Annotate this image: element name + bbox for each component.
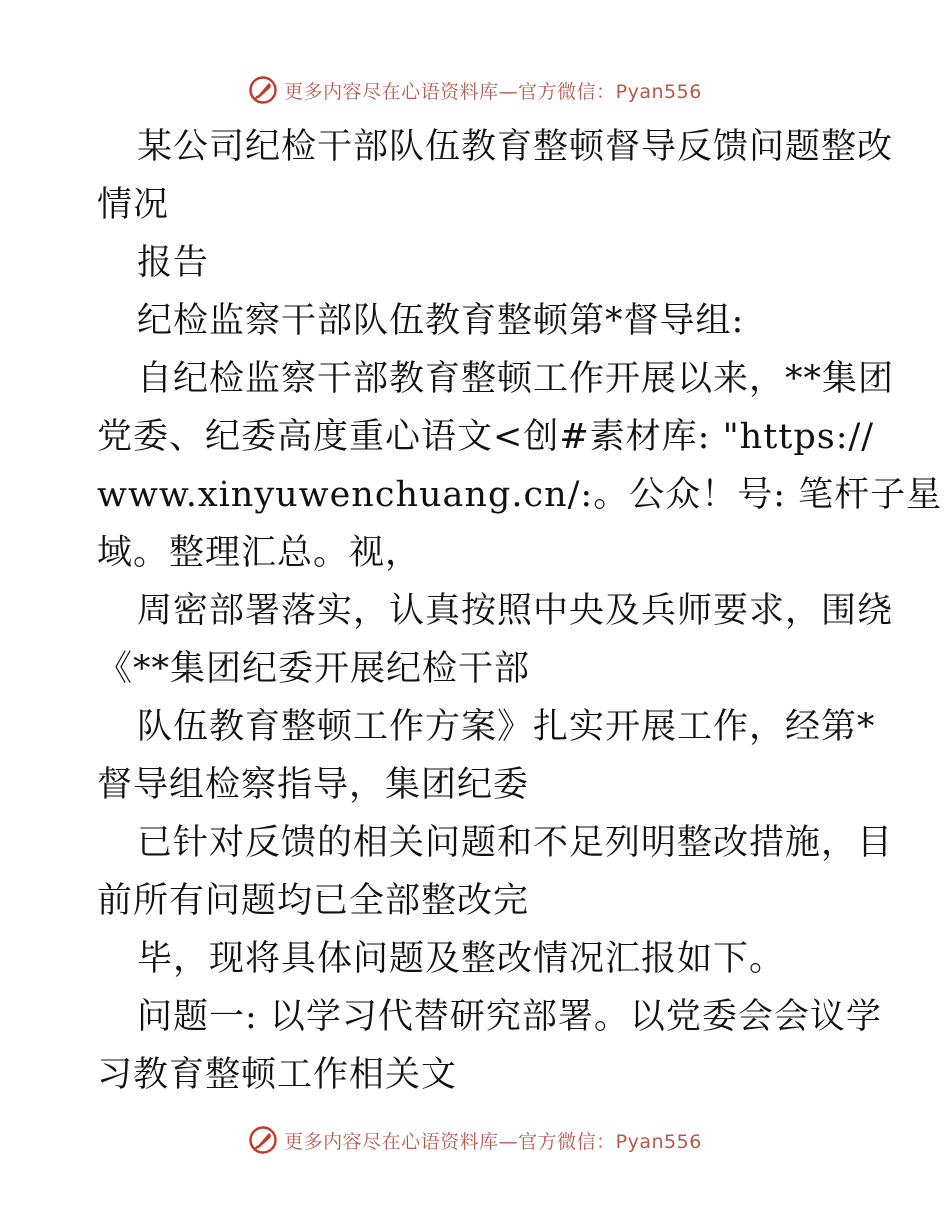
salutation: 纪检监察干部队伍教育整顿第*督导组: bbox=[137, 301, 745, 341]
paragraph-line: 《**集团纪委开展纪检干部 bbox=[97, 649, 531, 689]
paragraph-line: 队伍教育整顿工作方案》扎实开展工作，经第* bbox=[137, 707, 876, 747]
paragraph-line: 自纪检监察干部教育整顿工作开展以来，**集团 bbox=[137, 359, 895, 399]
paragraph-line: 前所有问题均已全部整改完 bbox=[97, 881, 530, 921]
paragraph-line: 党委、纪委高度重心语文<创#素材库: "https:// bbox=[97, 417, 875, 457]
paragraph-line: 已针对反馈的相关问题和不足列明整改措施，目 bbox=[137, 823, 894, 863]
paragraph-line: 毕，现将具体问题及整改情况汇报如下。 bbox=[137, 939, 786, 979]
header-banner bbox=[0, 70, 950, 110]
header-banner-text: 更多内容尽在心语资料库—官方微信：Pyan556 bbox=[284, 80, 702, 103]
footer-banner bbox=[0, 1120, 950, 1160]
footer-banner-text: 更多内容尽在心语资料库—官方微信：Pyan556 bbox=[284, 1130, 702, 1153]
title-line-1: 某公司纪检干部队伍教育整顿督导反馈问题整改 bbox=[137, 127, 894, 167]
title-line-2: 情况 bbox=[97, 185, 170, 225]
title-line-3: 报告 bbox=[137, 243, 210, 283]
paragraph-line: 督导组检察指导，集团纪委 bbox=[97, 765, 530, 805]
document-body bbox=[97, 118, 943, 1104]
quill-logo-icon bbox=[248, 1125, 278, 1155]
paragraph-line: 域。整理汇总。视， bbox=[97, 533, 422, 573]
quill-logo-icon bbox=[248, 75, 278, 105]
paragraph-line: 习教育整顿工作相关文 bbox=[97, 1055, 458, 1095]
paragraph-line: 周密部署落实，认真按照中央及兵师要求，围绕 bbox=[137, 591, 894, 631]
paragraph-line: 问题一: 以学习代替研究部署。以党委会会议学 bbox=[137, 997, 882, 1037]
paragraph-line: www.xinyuwenchuang.cn/:。公众！号: 笔杆子星 bbox=[97, 475, 943, 515]
